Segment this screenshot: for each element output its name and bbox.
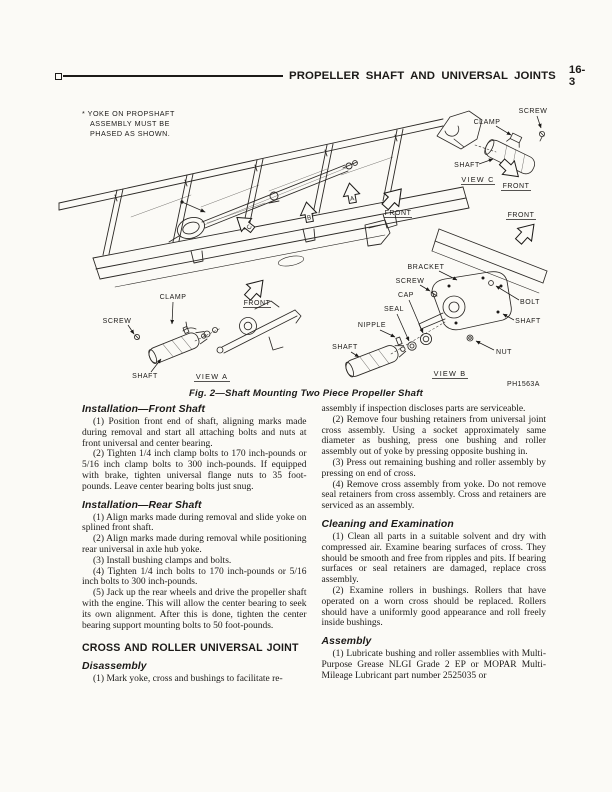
bolt-label: BOLT: [520, 299, 540, 306]
shaft-label-view-c: SHAFT: [454, 162, 480, 169]
screw-label-view-a: SCREW: [102, 318, 132, 325]
paragraph: (1) Clean all parts in a suitable solvent and dry with compressed air. Examine bearing surfaces of cross. They should be smooth and free from ripples and pits. If bearing surfaces or seal retainers are damaged, replace cross assembly.: [321, 531, 546, 586]
arrow-letter-c: C: [245, 223, 254, 232]
shaft-mounting-drawing: [55, 95, 557, 387]
screw-part-view-c: [539, 131, 544, 141]
paragraph: (2) Examine rollers in bushings. Rollers that have operated on a worn cross should be replaced. Rollers should have a uniformly good appearance and roll freely inside bushings.: [321, 585, 546, 629]
axle-flange: [240, 318, 257, 335]
front-label-view-a: FRONT: [243, 300, 271, 307]
seal-label: SEAL: [383, 306, 405, 313]
paragraph: (1) Mark yoke, cross and bushings to facilitate re-: [93, 674, 283, 685]
view-a-detail: [134, 301, 301, 365]
figure-caption: Fig. 2—Shaft Mounting Two Piece Propeller Shaft: [189, 388, 423, 399]
paragraph: (4) Remove cross assembly from yoke. Do not remove seal retainers from cross assembly. Cross and retainers are serviced as an assembly.: [321, 479, 546, 512]
paragraph: (2) Align marks made during removal while positioning rear universal in axle hub yoke.: [82, 534, 307, 555]
clamp-label-view-c: CLAMP: [473, 119, 501, 126]
clamp-label-view-a: CLAMP: [159, 294, 187, 301]
callout-arrow-a: [341, 182, 361, 205]
bracket-label: BRACKET: [407, 264, 445, 271]
screw-part-view-a: [134, 334, 139, 339]
callout-arrow-c: [232, 211, 258, 236]
page-title: PROPELLER SHAFT AND UNIVERSAL JOINTS: [289, 70, 556, 82]
bearing-support-housing: [432, 272, 511, 330]
nut-label: NUT: [495, 349, 513, 356]
front-arrow-view-b-icon: [512, 218, 541, 248]
view-b-title: VIEW B: [433, 369, 467, 378]
nut-part: [467, 335, 473, 341]
shaft-label-view-b-left: SHAFT: [332, 344, 358, 351]
body-text: [82, 404, 546, 685]
header-square-icon: [55, 73, 62, 80]
arrow-letter-a: A: [349, 195, 355, 203]
subhead-installation-front-shaft: Installation—Front Shaft: [82, 404, 206, 415]
header-rule: [63, 75, 283, 77]
cap-label: CAP: [397, 292, 415, 299]
subhead-cleaning-and-examination: Cleaning and Examination: [321, 518, 454, 530]
arrow-letter-b: B: [306, 214, 312, 222]
subhead-installation-rear-shaft: Installation—Rear Shaft: [82, 499, 202, 511]
paragraph: (2) Remove four bushing retainers from universal joint cross assembly. Using a socket approximately same diameter as bushing, press one bushing and roller assembly out of yoke by pressing opposite bushing in.: [321, 414, 546, 458]
paragraph-continuation: assembly if inspection discloses parts are serviceable.: [321, 404, 526, 414]
front-label-view-c: FRONT: [502, 183, 530, 190]
note-line-3: PHASED AS SHOWN.: [90, 129, 171, 138]
screw-label-view-b: SCREW: [395, 278, 425, 285]
page-number: 16-3: [568, 64, 586, 88]
paragraph: (1) Position front end of shaft, aligning marks made during removal and start all attaching bolts and nuts at front universal and center bearing.: [82, 417, 307, 449]
left-column: [82, 404, 307, 685]
figure-2-illustration: [55, 95, 557, 387]
view-c-title: VIEW C: [461, 175, 495, 184]
screw-label-view-c: SCREW: [518, 108, 548, 115]
cap-part: [420, 333, 431, 344]
nipple-part: [396, 337, 402, 345]
clamp-part-view-c: [507, 132, 524, 147]
page-header: [55, 64, 586, 88]
seal-part: [408, 342, 416, 350]
subhead-disassembly: Disassembly: [82, 661, 147, 673]
paragraph: (2) Tighten 1/4 inch clamp bolts to 170 inch-pounds or 5/16 inch clamp bolts to 300 inch-pounds. If equipped with brake, tighten universal flange nuts to 35 foot-pounds. Leave center bearing bolts just snug.: [82, 449, 307, 492]
paragraph: (4) Tighten 1/4 inch bolts to 170 inch-pounds or 5/16 inch bolts to 300 inch-pounds.: [82, 566, 307, 588]
front-arrow-view-c-icon: [496, 155, 524, 183]
clamp-part-view-a: [183, 322, 196, 334]
front-label-main: FRONT: [384, 210, 412, 217]
front-label-view-b: FRONT: [507, 212, 535, 219]
view-b-detail: [344, 229, 547, 379]
paragraph: (1) Lubricate bushing and roller assemblies with Multi-Purpose Grease NLGI Grade 2 EP or MOPAR Multi-Mileage Lubricant part number 2525035 or: [321, 649, 546, 681]
nipple-label: NIPPLE: [357, 322, 387, 329]
bolt-part: [489, 281, 494, 286]
shaft-label-view-a: SHAFT: [132, 373, 158, 380]
paragraph: (5) Jack up the rear wheels and drive the propeller shaft with the engine. This will allow the center bearing to seek its own alignment. After this is done, tighten the center bearing support mounting bolts to 50 foot-pounds.: [82, 588, 307, 631]
figure-code: PH1563A: [507, 381, 540, 387]
paragraph: (3) Install bushing clamps and bolts.: [93, 555, 232, 566]
phasing-note: [82, 109, 175, 138]
view-a-title: VIEW A: [195, 372, 229, 381]
paragraph: (1) Align marks made during removal and slide yoke on splined front shaft.: [82, 512, 307, 534]
shaft-cylinder-view-a: [147, 328, 209, 365]
shaft-label-view-b-right: SHAFT: [515, 318, 541, 325]
note-line-2: ASSEMBLY MUST BE: [90, 119, 170, 128]
note-line-1: * YOKE ON PROPSHAFT: [82, 109, 175, 118]
right-column: [322, 404, 547, 685]
paragraph: (3) Press out remaining bushing and roller assembly by pressing on end of cross.: [321, 457, 546, 479]
section-heading-cross-and-roller: CROSS AND ROLLER UNIVERSAL JOINT: [82, 642, 299, 655]
subhead-assembly: Assembly: [321, 636, 372, 648]
chassis-frame: [59, 119, 469, 287]
